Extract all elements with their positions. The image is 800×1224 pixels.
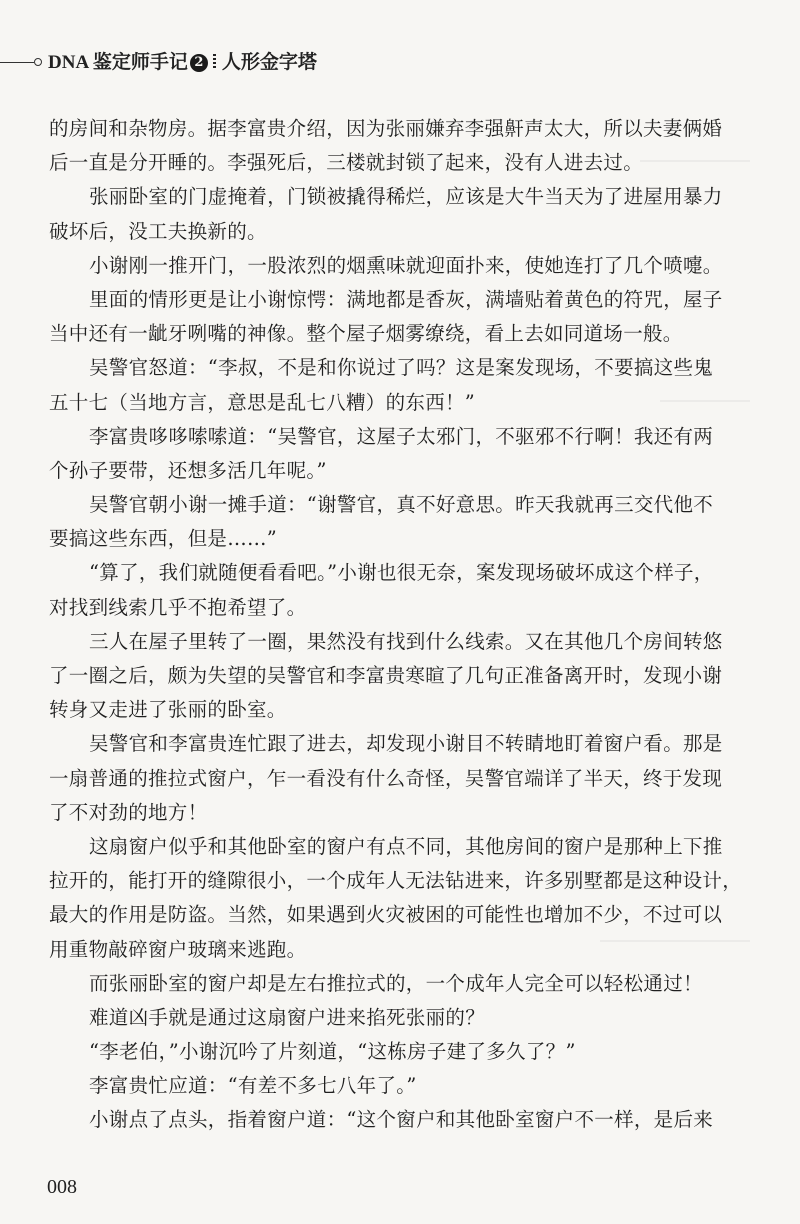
text-line: 吴警官朝小谢一摊手道：“谢警官，真不好意思。昨天我就再三交代他不 — [89, 493, 714, 517]
running-header — [0, 48, 800, 76]
text-line: 后一直是分开睡的。李强死后，三楼就封锁了起来，没有人进去过。 — [49, 151, 644, 175]
text-line: 要搞这些东西，但是……” — [49, 527, 278, 551]
text-line: 对找到线索几乎不抱希望了。 — [49, 595, 307, 619]
text-line: 最大的作用是防盗。当然，如果遇到火灾被困的可能性也增加不少，不过可以 — [49, 903, 723, 927]
text-line: 三人在屋子里转了一圈，果然没有找到什么线索。又在其他几个房间转悠 — [89, 629, 723, 653]
text-line: 这扇窗户似乎和其他卧室的窗户有点不同，其他房间的窗户是那种上下推 — [89, 834, 723, 858]
text-line: 一扇普通的推拉式窗户，乍一看没有什么奇怪，吴警官端详了半天，终于发现 — [49, 766, 723, 790]
text-line: “李老伯，”小谢沉吟了片刻道，“这栋房子建了多久了？” — [89, 1040, 576, 1064]
text-line: 小谢刚一推开门，一股浓烈的烟熏味就迎面扑来，使她连打了几个喷嚏。 — [89, 253, 723, 277]
text-line: “算了，我们就随便看看吧。”小谢也很无奈，案发现场破坏成这个样子， — [89, 561, 714, 585]
text-line: 吴警官怒道：“李叔，不是和你说过了吗？这是案发现场，不要搞这些鬼 — [89, 356, 714, 380]
text-line: 的房间和杂物房。据李富贵介绍，因为张丽嫌弃李强鼾声太大，所以夫妻俩婚 — [49, 117, 723, 140]
book-subtitle: 人形金字塔 — [221, 51, 317, 73]
text-line: 而张丽卧室的窗户却是左右推拉式的，一个成年人完全可以轻松通过！ — [89, 971, 703, 995]
text-line: 个孙子要带，还想多活几年呢。” — [49, 458, 327, 482]
text-line: 当中还有一龇牙咧嘴的神像。整个屋子烟雾缭绕，看上去如同道场一般。 — [49, 322, 683, 346]
text-line: 难道凶手就是通过这扇窗户进来掐死张丽的？ — [89, 1005, 486, 1029]
text-line: 吴警官和李富贵连忙跟了进去，却发现小谢目不转睛地盯着窗户看。那是 — [89, 732, 723, 756]
text-line: 小谢点了点头，指着窗户道：“这个窗户和其他卧室窗户不一样，是后来 — [89, 1108, 714, 1132]
header-separator — [213, 54, 216, 70]
text-line: 拉开的，能打开的缝隙很小，一个成年人无法钻进来，许多别墅都是这种设计， — [49, 869, 743, 893]
header-rule — [0, 62, 34, 63]
text-line: 李富贵忙应道：“有差不多七八年了。” — [89, 1074, 417, 1098]
header-text — [48, 48, 317, 77]
text-line: 五十七（当地方言，意思是乱七八糟）的东西！” — [49, 390, 476, 414]
text-line: 张丽卧室的门虚掩着，门锁被撬得稀烂，应该是大牛当天为了进屋用暴力 — [89, 185, 723, 209]
text-line: 了不对劲的地方！ — [49, 800, 208, 824]
text-line: 破坏后，没工夫换新的。 — [49, 219, 267, 243]
text-line: 里面的情形更是让小谢惊愕：满地都是香灰，满墙贴着黄色的符咒，屋子 — [89, 287, 723, 311]
text-line: 了一圈之后，颇为失望的吴警官和李富贵寒暄了几句正准备离开时，发现小谢 — [49, 664, 723, 687]
page-number: 008 — [47, 1176, 77, 1198]
text-line: 用重物敲碎窗户玻璃来逃跑。 — [49, 937, 307, 961]
text-line: 转身又走进了张丽的卧室。 — [49, 698, 287, 722]
text-line: 李富贵哆哆嗦嗦道：“吴警官，这屋子太邪门，不驱邪不行啊！我还有两 — [89, 424, 714, 448]
header-ornament-circle — [34, 58, 42, 66]
body-text — [49, 112, 752, 1138]
volume-badge: 2 — [190, 54, 208, 72]
book-title: DNA 鉴定师手记 — [48, 52, 188, 73]
